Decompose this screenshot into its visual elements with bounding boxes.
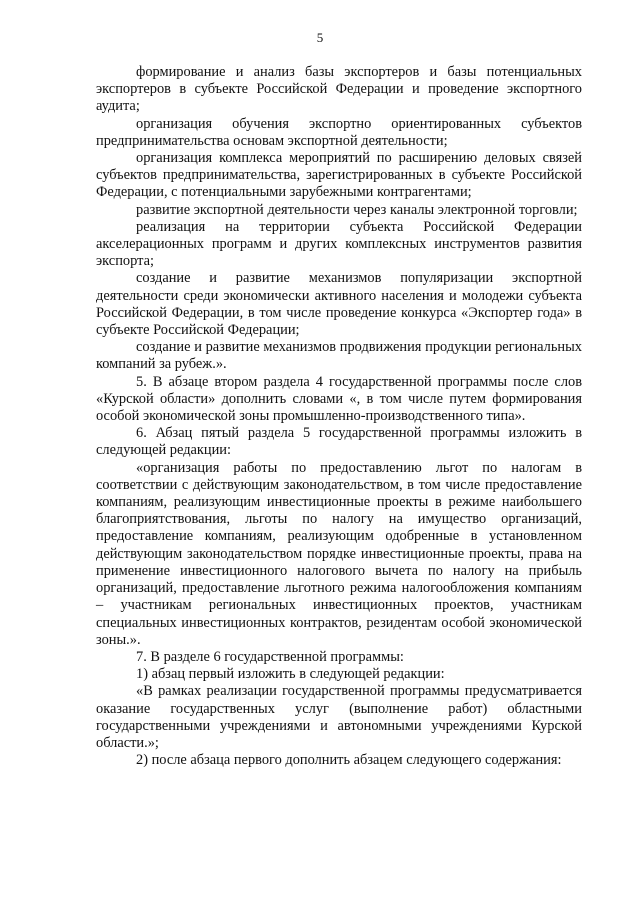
paragraph: «организация работы по предоставлению льгот по налогам в соответствии с действующим законодательством, в том числе предоставление компаниям, реализующим инвестиционные проекты в режиме наибольшего благоприятствования, льготы по налогу на имущество организаций, предоставление компаниям, реализующим одобренные в установленном действующим законодательством порядке инвестиционные проекты, права на применение инвестиционного налогового вычета по налогу на прибыль организаций, предоставление льготного режима налогообложения компаниям – участникам региональных инвестиционных проектов, участникам специальных инвестиционных контрактов, резидентам особой экономической зоны.». [96, 459, 582, 648]
paragraph: организация обучения экспортно ориентированных субъектов предпринимательства основам экспортной деятельности; [96, 115, 582, 149]
paragraph: 7. В разделе 6 государственной программы: [136, 648, 404, 665]
page-number: 5 [316, 30, 324, 45]
paragraph: реализация на территории субъекта Российской Федерации акселерационных программ и других комплексных инструментов развития экспорта; [96, 218, 582, 270]
paragraph: «В рамках реализации государственной программы предусматривается оказание государственных услуг (выполнение работ) областными государственными учреждениями и автономными учреждениями Курской области.»; [96, 683, 582, 751]
paragraph: 5. В абзаце втором раздела 4 государственной программы после слов «Курской области» дополнить словами «, в том числе путем формирования особой экономической зоны промышленно-производственного типа». [96, 373, 582, 425]
paragraph: создание и развитие механизмов продвижения продукции региональных компаний за рубеж.». [96, 339, 582, 373]
paragraph: 1) абзац первый изложить в следующей редакции: [136, 666, 445, 683]
paragraph: 2) после абзаца первого дополнить абзацем следующего содержания: [136, 752, 562, 769]
document-body [96, 64, 582, 769]
paragraph: создание и развитие механизмов популяризации экспортной деятельности среди экономически активного населения и молодежи субъекта Российской Федерации, в том числе проведение конкурса «Экспортер года» в субъекте Российской Федерации; [96, 270, 582, 339]
paragraph: 6. Абзац пятый раздела 5 государственной программы изложить в следующей редакции: [96, 425, 582, 459]
paragraph: развитие экспортной деятельности через каналы электронной торговли; [136, 201, 578, 218]
paragraph: организация комплекса мероприятий по расширению деловых связей субъектов предпринимательства, зарегистрированных в субъекте Российской Федерации, с потенциальными зарубежными контрагентами; [96, 150, 582, 201]
paragraph: формирование и анализ базы экспортеров и базы потенциальных экспортеров в субъекте Российской Федерации и проведение экспортного аудита; [96, 64, 582, 115]
